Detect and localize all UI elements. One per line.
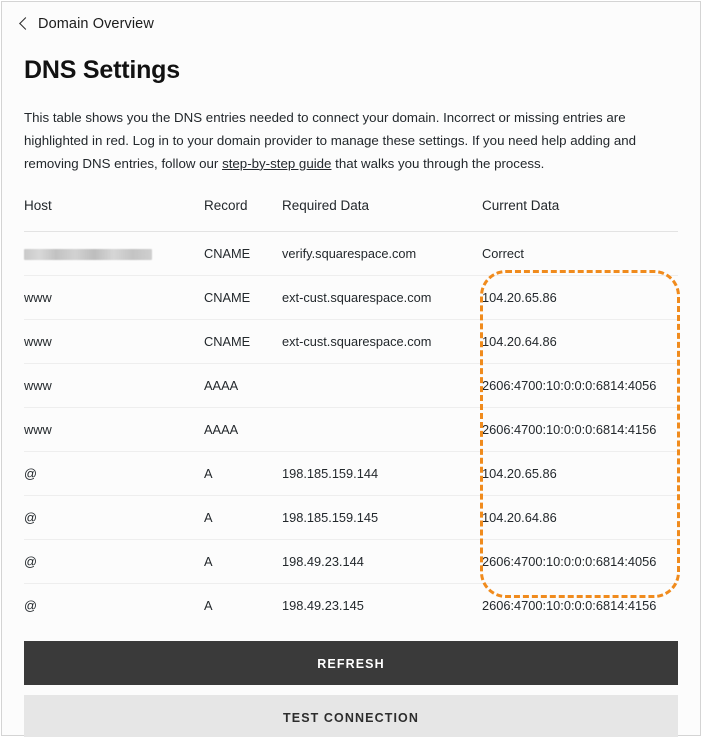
- cell-current-data: 104.20.64.86: [482, 319, 678, 363]
- cell-required-data: 198.185.159.145: [282, 495, 482, 539]
- cell-required-data: 198.49.23.145: [282, 597, 364, 613]
- cell-record-type: A: [204, 451, 282, 495]
- cell-host: @: [24, 495, 204, 539]
- cell-required-data: 198.185.159.144: [282, 451, 482, 495]
- cell-required-data: [282, 363, 482, 407]
- cell-host: www: [24, 275, 204, 319]
- cell-record-type: A: [204, 597, 213, 613]
- cell-record-type: AAAA: [204, 363, 282, 407]
- cell-current-data: 104.20.65.86: [482, 451, 678, 495]
- table-row: [24, 231, 678, 275]
- column-header-record: Record: [204, 198, 282, 232]
- redacted-host-value: [24, 249, 152, 260]
- dns-table-header: [24, 198, 678, 232]
- page-title: DNS Settings: [24, 56, 180, 84]
- cell-current-data: 104.20.64.86: [482, 495, 678, 539]
- cell-current-data: 104.20.65.86: [482, 275, 678, 319]
- panel-frame: [1, 1, 701, 736]
- table-row: [24, 495, 678, 539]
- intro-text-part2: that walks you through the process.: [331, 155, 545, 171]
- intro-paragraph: [24, 107, 678, 176]
- cell-host: www: [24, 407, 204, 451]
- table-row: [24, 583, 678, 627]
- cell-required-data: [282, 407, 482, 451]
- cell-record-type: A: [204, 495, 282, 539]
- cell-required-data: verify.squarespace.com: [282, 231, 482, 275]
- table-row: [24, 275, 678, 319]
- step-by-step-guide-link[interactable]: step-by-step guide: [222, 155, 332, 171]
- table-row: [24, 451, 678, 495]
- cell-required-data: 198.49.23.144: [282, 539, 482, 583]
- column-header-host: Host: [24, 198, 204, 232]
- back-label: Domain Overview: [38, 16, 154, 32]
- table-header-row: [24, 198, 678, 232]
- back-navigation[interactable]: [2, 2, 700, 32]
- cell-host: [24, 231, 204, 275]
- cell-host: @: [24, 539, 204, 583]
- dns-table: [24, 198, 678, 627]
- cell-record-type: A: [204, 539, 282, 583]
- test-connection-button[interactable]: TEST CONNECTION: [24, 695, 678, 737]
- table-row: [24, 363, 678, 407]
- table-row: [24, 407, 678, 451]
- table-row: [24, 539, 678, 583]
- cell-current-data: 2606:4700:10:0:0:0:6814:4056: [482, 539, 678, 583]
- cell-record-type: CNAME: [204, 231, 282, 275]
- chevron-left-icon: [18, 18, 30, 30]
- cell-current-data: 2606:4700:10:0:0:0:6814:4156: [482, 407, 678, 451]
- cell-host: @: [24, 597, 37, 613]
- cell-required-data: ext-cust.squarespace.com: [282, 275, 482, 319]
- table-row: [24, 319, 678, 363]
- cell-record-type: CNAME: [204, 275, 282, 319]
- dns-table-body: [24, 231, 678, 627]
- cell-current-data: 2606:4700:10:0:0:0:6814:4056: [482, 363, 678, 407]
- column-header-current-data: Current Data: [482, 198, 678, 232]
- intro-text-part1: This table shows you the DNS entries needed to connect your domain. Incorrect or missing entries are highlighted in red. Log in to your domain provider to manage these settings. If you need help adding and removing DNS entries, follow our: [24, 110, 637, 171]
- cell-current-data: Correct: [482, 231, 678, 275]
- dns-table-container: [24, 198, 678, 627]
- column-header-required-data: Required Data: [282, 198, 482, 232]
- cell-current-data: 2606:4700:10:0:0:0:6814:4156: [482, 597, 657, 613]
- refresh-button[interactable]: REFRESH: [24, 641, 678, 685]
- cell-required-data: ext-cust.squarespace.com: [282, 319, 482, 363]
- cell-host: www: [24, 319, 204, 363]
- cell-host: www: [24, 363, 204, 407]
- cell-host: @: [24, 451, 204, 495]
- cell-record-type: CNAME: [204, 319, 282, 363]
- cell-record-type: AAAA: [204, 407, 282, 451]
